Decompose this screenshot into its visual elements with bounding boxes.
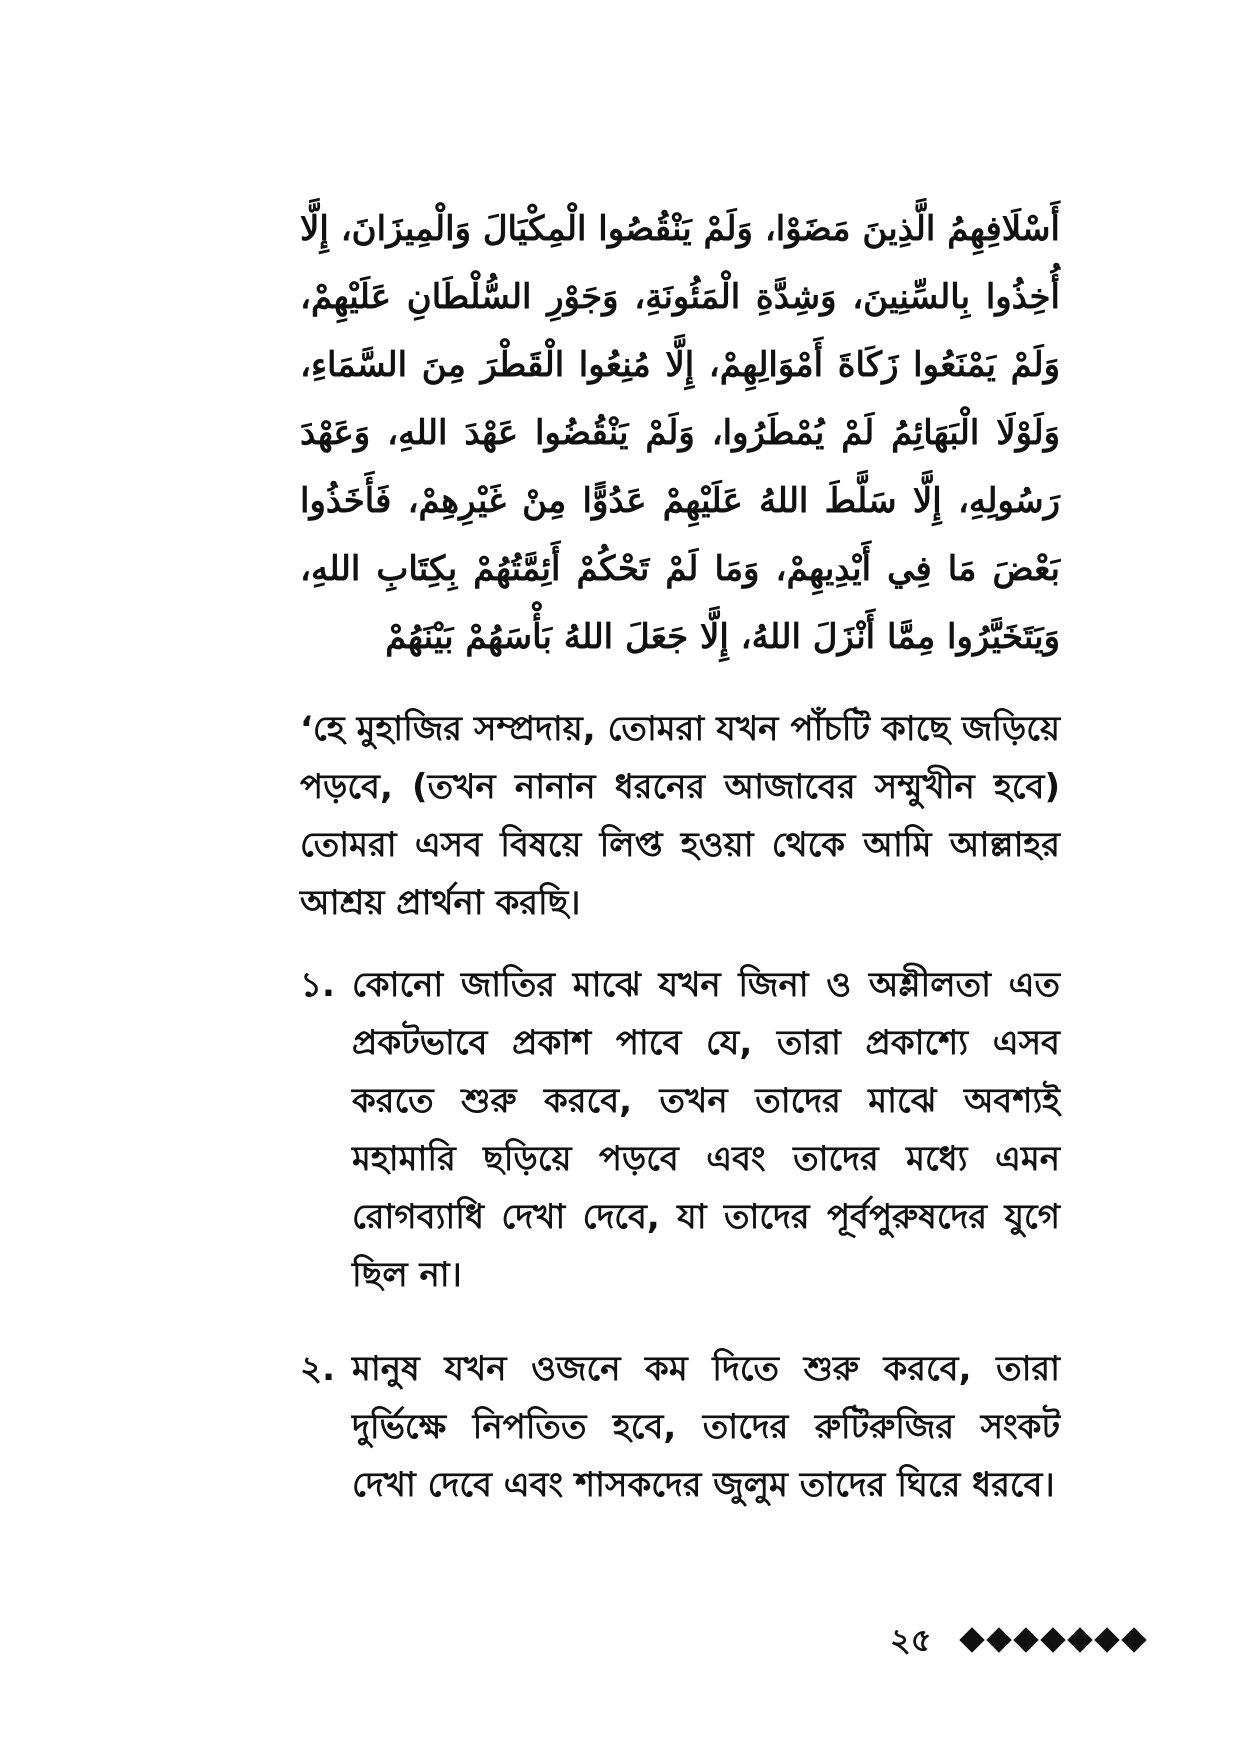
list-item [300,956,1060,1304]
diamond-icon [1067,1627,1092,1652]
bengali-translation-paragraph: ‘হে মুহাজির সম্প্রদায়, তোমরা যখন পাঁচটি কাছে জড়িয়ে পড়বে, (তখন নানান ধরনের আজাবের সম্মুখীন হবে) তোমরা এসব বিষয়ে লিপ্ত হওয়া থেকে আমি আল্লাহর আশ্রয় প্রার্থনা করছি। [300,709,1060,923]
diamond-icon [959,1627,984,1652]
diamond-icon [986,1627,1011,1652]
diamond-icon [1040,1627,1065,1652]
diamond-icon [1121,1627,1146,1652]
list-item-text: মানুষ যখন ওজনে কম দিতে শুরু করবে, তারা দুর্ভিক্ষে নিপতিত হবে, তাদের রুটিরুজির সংকট দেখা দেবে এবং শাসকদের জুলুম তাদের ঘিরে ধরবে। [352,1349,1060,1505]
arabic-hadith-text: أَسْلَافِهِمُ الَّذِينَ مَضَوْا، وَلَمْ يَنْقُصُوا الْمِكْيَالَ وَالْمِيزَانَ، إِلَّا أُخِذُوا بِالسِّنِينَ، وَشِدَّةِ الْمَئُونَةِ، وَجَوْرِ السُّلْطَانِ عَلَيْهِمْ، وَلَمْ يَمْنَعُوا زَكَاةَ أَمْوَالِهِمْ، إِلَّا مُنِعُوا الْقَطْرَ مِنَ السَّمَاءِ، وَلَوْلَا الْبَهَائِمُ لَمْ يُمْطَرُوا، وَلَمْ يَنْقُضُوا عَهْدَ اللهِ، وَعَهْدَ رَسُولِهِ، إِلَّا سَلَّطَ اللهُ عَلَيْهِمْ عَدُوًّا مِنْ غَيْرِهِمْ، فَأَخَذُوا بَعْضَ مَا فِي أَيْدِيهِمْ، وَمَا لَمْ تَحْكُمْ أَئِمَّتُهُمْ بِكِتَابِ اللهِ، وَيَتَخَيَّرُوا مِمَّا أَنْزَلَ اللهُ، إِلَّا جَعَلَ اللهُ بَأْسَهُمْ بَيْنَهُمْ [300,209,1060,657]
list-item-number: ১. [300,965,335,1005]
list-item-number: ২. [300,1349,336,1389]
list-item [300,1340,1060,1514]
page-footer [890,1620,1146,1660]
diamond-row-icon [960,1631,1146,1649]
page-number: ২৫ [890,1621,932,1659]
diamond-icon [1013,1627,1038,1652]
list-item-text: কোনো জাতির মাঝে যখন জিনা ও অশ্লীলতা এত প্রকটভাবে প্রকাশ পাবে যে, তারা প্রকাশ্যে এসব করতে শুরু করবে, তখন তাদের মাঝে অবশ্যই মহামারি ছড়িয়ে পড়বে এবং তাদের মধ্যে এমন রোগব্যাধি দেখা দেবে, যা তাদের পূর্বপুরুষদের যুগে ছিল না। [352,965,1060,1295]
numbered-list [300,956,1060,1550]
diamond-icon [1094,1627,1119,1652]
